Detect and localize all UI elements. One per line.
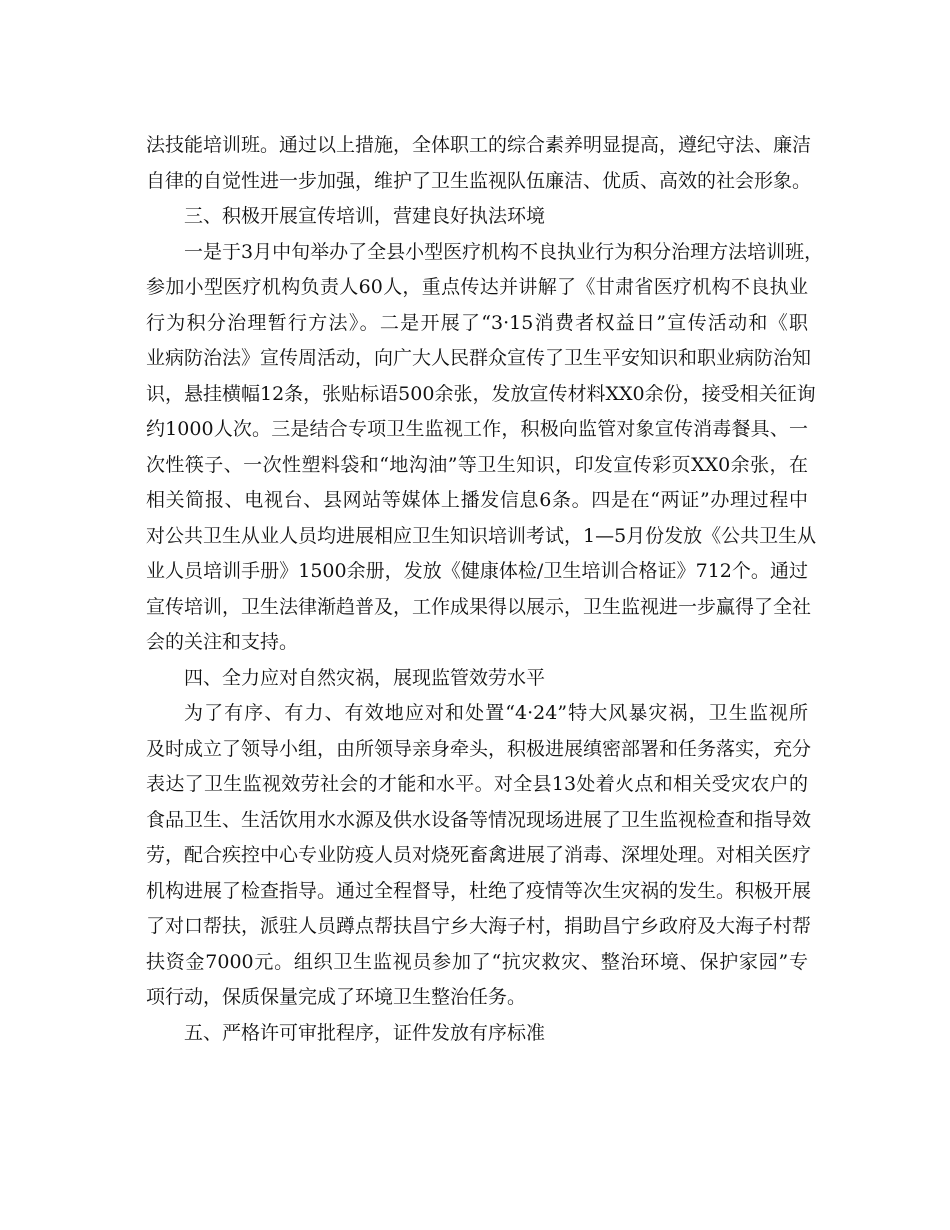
text-line: 业病防治法》宣传周活动，向广大人民群众宣传了卫生平安知识和职业病防治知 [146,347,812,369]
text-line: 劳，配合疾控中心专业防疫人员对烧死畜禽进展了消毒、深埋处理。对相关医疗 [146,844,812,866]
text-line: 会的关注和支持。 [146,631,299,653]
text-line: 约1000人次。三是结合专项卫生监视工作，积极向监管对象宣传消毒餐具、一 [146,418,808,440]
text-line: 食品卫生、生活饮用水水源及供水设备等情况现场进展了卫生监视检查和指导效 [146,808,812,831]
text-line: 及时成立了领导小组，由所领导亲身牵头，积极进展缜密部署和任务落实，充分 [146,737,812,760]
text-line: 相关简报、电视台、县网站等媒体上播发信息6条。四是在“两证”办理过程中 [146,489,808,511]
text-line: 为了有序、有力、有效地应对和处置“4·24”特大风暴灾祸，卫生监视所 [184,702,808,724]
text-line: 一是于3月中旬举办了全县小型医疗机构不良执业行为积分治理方法培训班， [184,240,824,263]
text-line: 识，悬挂横幅12条，张贴标语500余张，发放宣传材料XX0余份，接受相关征询 [146,382,816,405]
text-line: 机构进展了检查指导。通过全程督导，杜绝了疫情等次生灾祸的发生。积极开展 [146,879,812,902]
text-line: 扶资金7000元。组织卫生监视员参加了“抗灾救灾、整治环境、保护家园”专 [146,950,808,973]
text-line: 了对口帮扶，派驻人员蹲点帮扶昌宁乡大海子村，捐助昌宁乡政府及大海子村帮 [146,915,812,937]
text-line: 自律的自觉性进一步加强，维护了卫生监视队伍廉洁、优质、高效的社会形象。 [146,169,812,192]
text-line: 次性筷子、一次性塑料袋和“地沟油”等卫生知识，印发宣传彩页XX0余张，在 [146,453,808,476]
section-heading: 五、严格许可审批程序，证件发放有序标准 [184,1021,546,1044]
text-line: 项行动，保质保量完成了环境卫生整治任务。 [146,986,527,1008]
document-body [146,128,824,1051]
section-heading: 四、全力应对自然灾祸，展现监管效劳水平 [184,666,546,689]
text-line: 法技能培训班。通过以上措施，全体职工的综合素养明显提高，遵纪守法、廉洁 [146,134,812,156]
text-line: 行为积分治理暂行方法》。二是开展了“3·15消费者权益日”宣传活动和《职 [146,311,808,334]
section-heading: 三、积极开展宣传培训，营建良好执法环境 [184,205,546,227]
text-line: 宣传培训，卫生法律渐趋普及，工作成果得以展示，卫生监视进一步赢得了全社 [146,595,812,618]
text-line: 对公共卫生从业人员均进展相应卫生知识培训考试，1—5月份发放《公共卫生从 [146,524,817,547]
text-line: 业人员培训手册》1500余册，发放《健康体检/卫生培训合格证》712个。通过 [146,560,808,582]
text-line: 表达了卫生监视效劳社会的才能和水平。对全县13处着火点和相关受灾农户的 [146,773,808,795]
text-line: 参加小型医疗机构负责人60人，重点传达并讲解了《甘肃省医疗机构不良执业 [146,276,808,298]
